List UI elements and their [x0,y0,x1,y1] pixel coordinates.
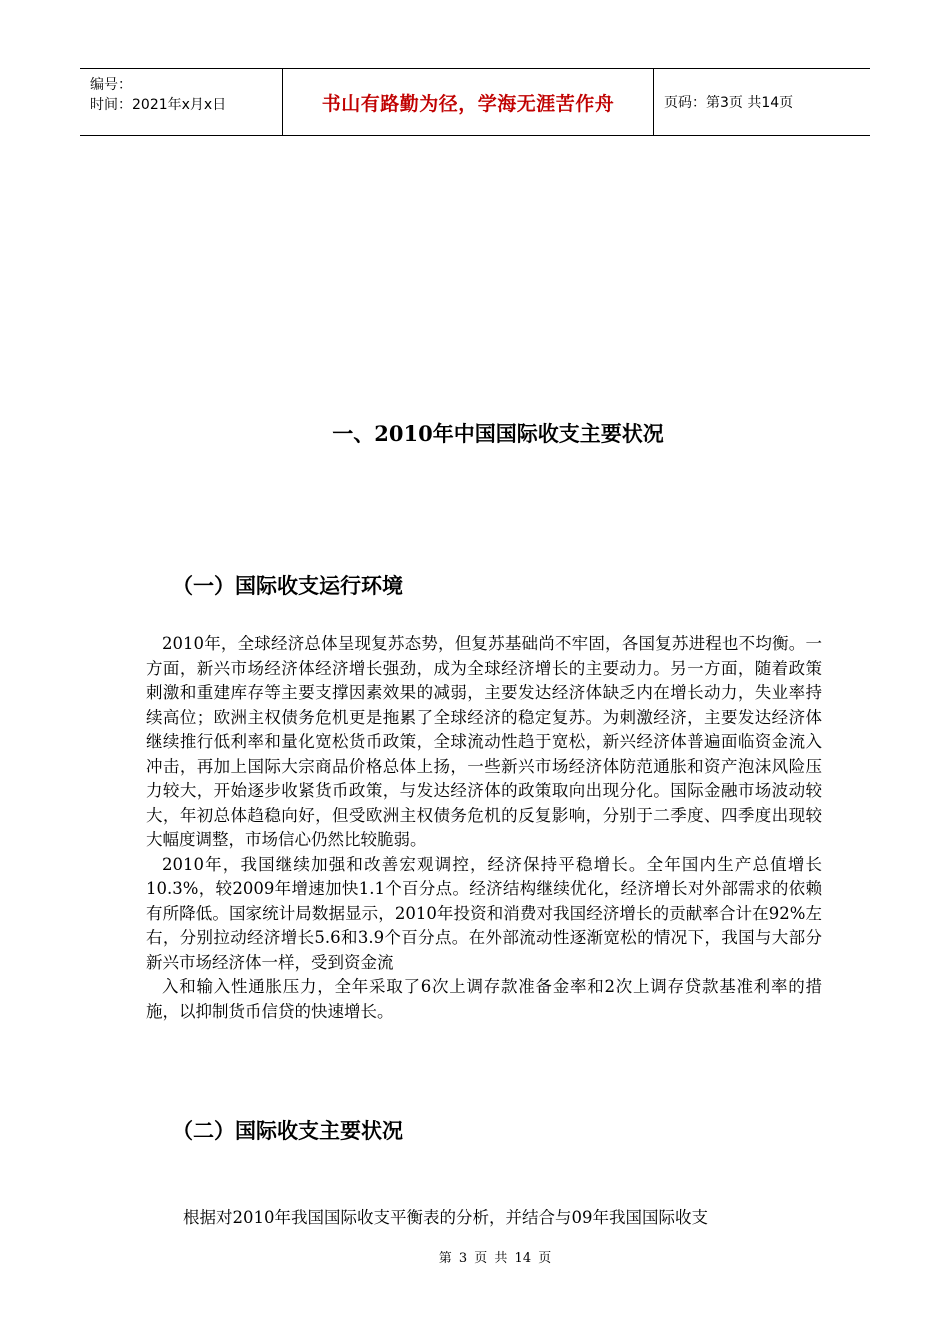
document-header [80,68,870,136]
section-heading-environment: （一）国际收支运行环境 [172,574,403,598]
header-page-info [654,69,870,135]
motto-text: 书山有路勤为径，学海无涯苦作舟 [321,92,615,115]
section-body-status: 根据对2010年我国国际收支平衡表的分析，并结合与09年我国国际收支 [183,1208,708,1227]
paragraph: 2010年，全球经济总体呈现复苏态势，但复苏基础尚不牢固，各国复苏进程也不均衡。一方面，新兴市场经济体经济增长强劲，成为全球经济增长的主要动力。另一方面，随着政策刺激和重建库存等主要支撑因素效果的减弱，主要发达经济体缺乏内在增长动力，失业率持续高位；欧洲主权债务危机更是拖累了全球经济的稳定复苏。为刺激经济，主要发达经济体继续推行低利率和量化宽松货币政策，全球流动性趋于宽松，新兴经济体普遍面临资金流入冲击，再加上国际大宗商品价格总体上扬，一些新兴市场经济体防范通胀和资产泡沫风险压力较大，开始逐步收紧货币政策，与发达经济体的政策取向出现分化。国际金融市场波动较大，年初总体趋稳向好，但受欧洲主权债务危机的反复影响，分别于二季度、四季度出现较大幅度调整，市场信心仍然比较脆弱。 [146,634,822,849]
page-footer: 第 3 页 共 14 页 [438,1251,552,1266]
page-info-text: 页码：第3页 共14页 [664,95,794,111]
number-label: 编号： [90,77,132,93]
document-title: 一、2010年中国国际收支主要状况 [332,421,664,446]
paragraph: 2010年，我国继续加强和改善宏观调控，经济保持平稳增长。全年国内生产总值增长10.3%，较2009年增速加快1.1个百分点。经济结构继续优化，经济增长对外部需求的依赖有所降低。国家统计局数据显示，2010年投资和消费对我国经济增长的贡献率合计在92%左右，分别拉动经济增长5.6和3.9个百分点。在外部流动性逐渐宽松的情况下，我国与大部分新兴市场经济体一样，受到资金流 [146,854,822,972]
header-meta [80,69,282,135]
paragraph: 入和输入性通胀压力，全年采取了6次上调存款准备金率和2次上调存贷款基准利率的措施，以抑制货币信贷的快速增长。 [146,977,822,1021]
header-motto [282,69,654,135]
date-label: 时间：2021年x月x日 [90,97,227,113]
section-body-environment [146,632,822,1024]
section-heading-status: （二）国际收支主要状况 [172,1119,403,1143]
